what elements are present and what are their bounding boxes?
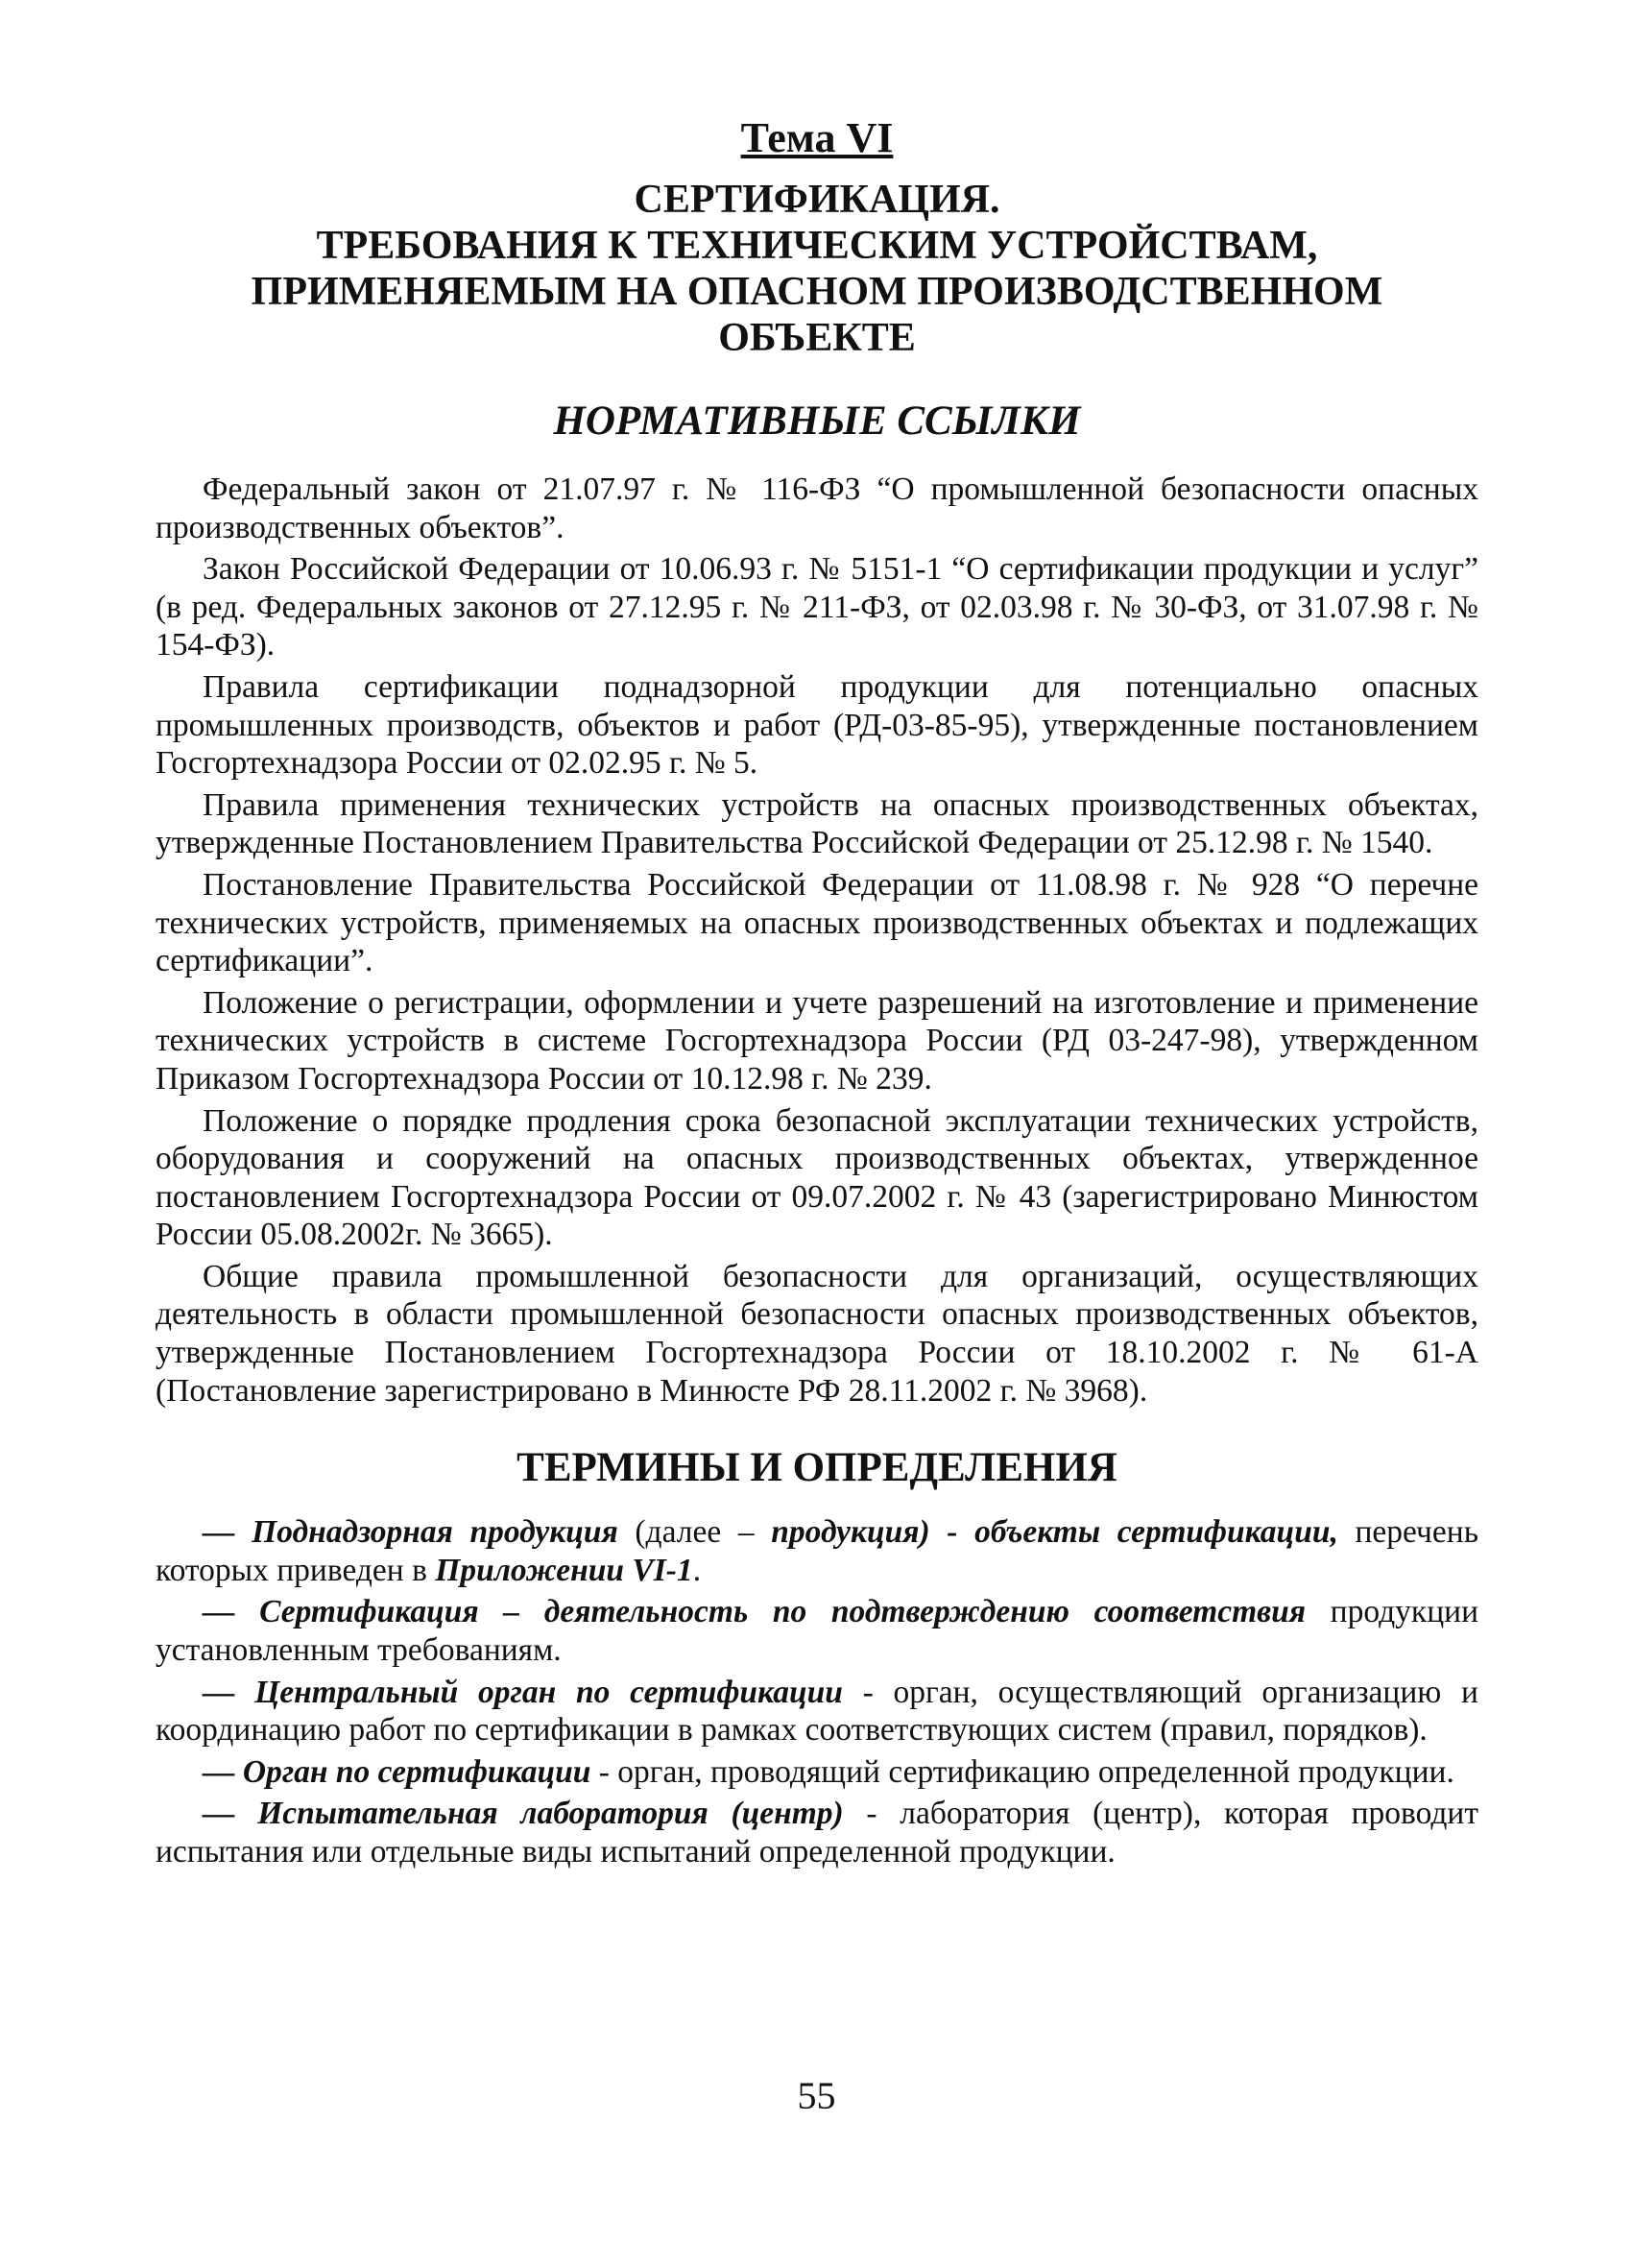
term-text: - орган, проводящий сертификацию определенной продукции.: [590, 1753, 1454, 1790]
reference-item: Постановление Правительства Российской Федерации от 11.08.98 г. № 928 “О перечне технических устройств, применяемых на опасных производственных объектах и подлежащих сертификации”.: [156, 866, 1478, 979]
terms-list: [156, 1513, 1478, 1870]
term-name: — Испытательная лаборатория (центр): [203, 1796, 844, 1832]
term-definition-italic: – деятельность по подтверждению соответствия: [478, 1594, 1307, 1630]
term-definition: [156, 1674, 1478, 1749]
title-line: ОБЪЕКТЕ: [718, 316, 916, 360]
term-definition: [156, 1753, 1478, 1792]
term-text: .: [692, 1552, 702, 1588]
term-name: — Орган по сертификации: [203, 1753, 591, 1790]
term-text: - лаборатория (центр), которая проводит испытания или отдельные виды испытаний определенной продукции.: [156, 1796, 1478, 1870]
reference-item: Положение о порядке продления срока безопасной эксплуатации технических устройств, оборудования и сооружений на опасных производственных объектах, утвержденное постановлением Госгортехнадзора России от 09.07.2002 г. № 43 (зарегистрировано Минюстом России 05.08.2002г. № 3665).: [156, 1102, 1478, 1253]
references-list: [156, 470, 1478, 1410]
term-name: — Поднадзорная продукция: [203, 1514, 618, 1551]
term-name: продукция: [771, 1514, 920, 1551]
term-name: — Сертификация: [203, 1594, 479, 1630]
page-number: 55: [797, 2074, 836, 2117]
title-line: СЕРТИФИКАЦИЯ.: [634, 178, 1000, 222]
title-line: ПРИМЕНЯЕМЫМ НА ОПАСНОМ ПРОИЗВОДСТВЕННОМ: [251, 270, 1383, 314]
page-title: [156, 177, 1478, 361]
reference-item: Закон Российской Федерации от 10.06.93 г. № 5151-1 “О сертификации продукции и услуг” (в ред. Федеральных законов от 27.12.95 г. № 211-ФЗ, от 02.03.98 г. № 30-ФЗ, от 31.07.98 г. № 154-ФЗ).: [156, 551, 1478, 664]
document-page: [156, 113, 1478, 1875]
title-line: ТРЕБОВАНИЯ К ТЕХНИЧЕСКИМ УСТРОЙСТВАМ,: [316, 224, 1318, 268]
terms-heading: ТЕРМИНЫ И ОПРЕДЕЛЕНИЯ: [516, 1445, 1117, 1491]
reference-item: Положение о регистрации, оформлении и учете разрешений на изготовление и применение технических устройств в системе Госгортехнадзора России (РД 03-247-98), утвержденном Приказом Госгортехнадзора России от 10.12.98 г. № 239.: [156, 984, 1478, 1097]
appendix-reference: Приложении VI-1: [435, 1552, 693, 1588]
topic-label: Тема VI: [740, 114, 894, 161]
term-definition: [156, 1513, 1478, 1589]
term-text: продукции установленным требованиям.: [156, 1594, 1478, 1669]
term-text: (далее –: [617, 1514, 772, 1551]
reference-item: Правила применения технических устройств на опасных производственных объектах, утвержденные Постановлением Правительства Российской Федерации от 25.12.98 г. № 1540.: [156, 786, 1478, 861]
term-definition: [156, 1795, 1478, 1870]
term-definition-italic: ) - объекты сертификации,: [919, 1514, 1338, 1551]
term-text: - орган, осуществляющий организацию и координацию работ по сертификации в рамках соответствующих систем (правил, порядков).: [156, 1674, 1478, 1749]
reference-item: Федеральный закон от 21.07.97 г. № 116-ФЗ “О промышленной безопасности опасных производственных объектов”.: [156, 471, 1478, 545]
reference-item: Общие правила промышленной безопасности для организаций, осуществляющих деятельность в области промышленной безопасности опасных производственных объектов, утвержденные Постановлением Госгортехнадзора России от 18.10.2002 г. № 61-А (Постановление зарегистрировано в Минюсте РФ 28.11.2002 г. № 3968).: [156, 1258, 1478, 1409]
term-definition: [156, 1593, 1478, 1669]
term-text: перечень которых приведен в: [156, 1514, 1478, 1588]
term-name: — Центральный орган по сертификации: [203, 1674, 843, 1710]
reference-item: Правила сертификации поднадзорной продукции для потенциально опасных промышленных производств, объектов и работ (РД-03-85-95), утвержденные постановлением Госгортехнадзора России от 02.02.95 г. № 5.: [156, 668, 1478, 782]
references-heading: НОРМАТИВНЫЕ ССЫЛКИ: [553, 398, 1081, 444]
